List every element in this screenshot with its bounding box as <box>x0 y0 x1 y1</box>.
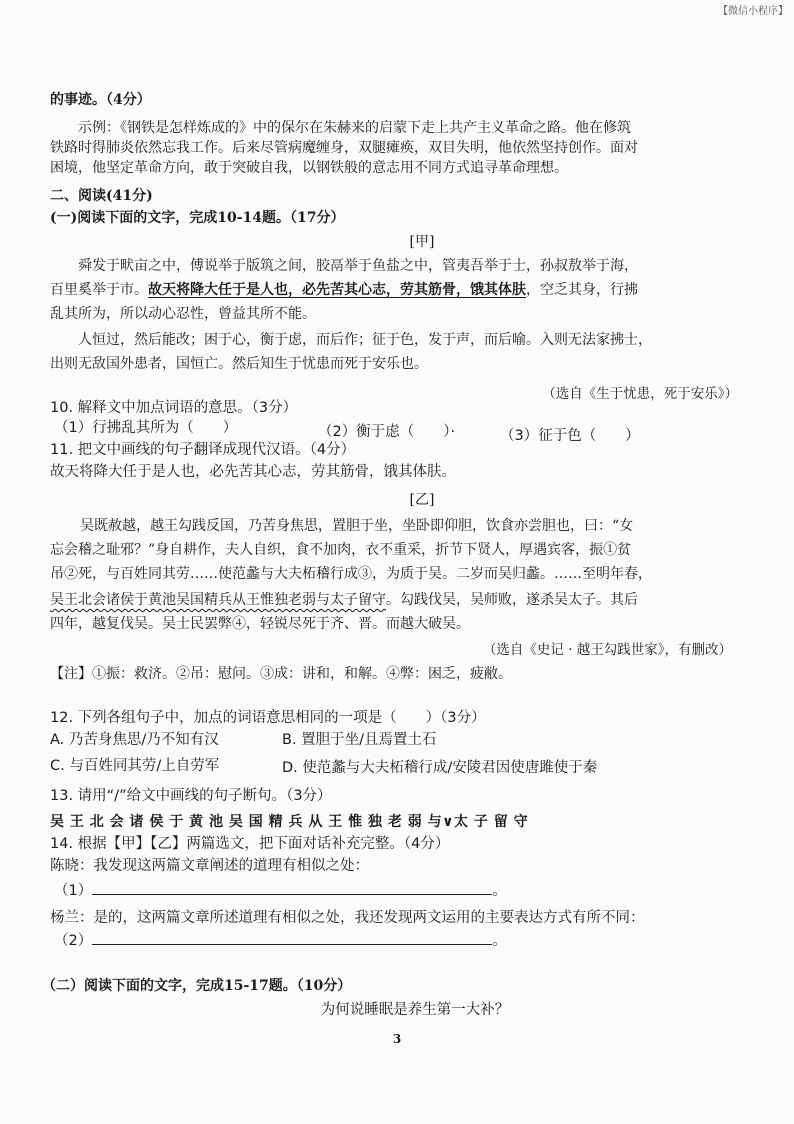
q12-stem: 12. 下列各组句子中，加点的词语意思相同的一项是（ ）（3分） <box>50 710 486 726</box>
q14-stem: 14. 根据【甲】【乙】两篇选文，把下面对话补充完整。（4分） <box>50 836 450 852</box>
part2-title: （二）阅读下面的文字，完成15-17题。（10分） <box>42 978 352 994</box>
jia-underlined-sentence: 故天将降大任于是人也，必先苦其心志，劳其筋骨，饿其体肤 <box>148 282 526 298</box>
yi-source: （选自《史记 · 越王勾践世家》，有删改） <box>482 642 732 658</box>
q12-option-c: C. 与百姓同其劳/上自劳军 <box>50 758 220 774</box>
yi-label: [乙] <box>409 492 435 508</box>
answer-blank-2[interactable] <box>92 930 492 945</box>
q13-sentence: 吴 王 北 会 诸 侯 于 黄 池 吴 国 精 兵 从 王 惟 独 老 弱 与∨太 子 留 守 <box>50 814 529 830</box>
q13-stem: 13. 请用“/”给文中画线的句子断句。（3分） <box>50 788 332 804</box>
example-line-3: 困境，他坚定革命方向，敢于突破自我，以钢铁般的意志用不同方式追寻革命理想。 <box>50 160 568 176</box>
jia-line-5: 出则无敌国外患者，国恒亡。然后知生于忧患而死于安乐也。 <box>50 356 428 372</box>
q10-item-1: （1）行拂乱其所为（ ） <box>54 420 238 436</box>
q12-option-a: A. 乃苦身焦思/乃不知有汉 <box>50 732 219 748</box>
section-title: 二、阅读(41分) <box>50 188 153 204</box>
part1-title: (一)阅读下面的文字，完成10-14题。（17分） <box>50 210 345 226</box>
yi-line-1: 吴既赦越，越王勾践反国，乃苦身焦思，置胆于坐，坐卧即仰胆，饮食亦尝胆也，曰：“女 <box>80 518 634 534</box>
article-title: 为何说睡眠是养生第一大补？ <box>320 1002 510 1018</box>
jia-line-2: 百里奚举于市。故天将降大任于是人也，必先苦其心志，劳其筋骨，饿其体肤，空乏其身，行拂 <box>50 282 638 298</box>
yi-line-4: 吴王北会诸侯于黄池吴国精兵从王惟独老弱与太子留守。勾践伐吴，吴师败，遂杀吴太子。其后 <box>50 592 638 608</box>
yi-notes: 【注】①振：救济。②吊：慰问。③成：讲和，和解。④弊：困乏，疲敝。 <box>50 666 512 682</box>
q14-answer-1: （1） 。 <box>54 880 744 901</box>
yi-line-3: 吊②死，与百姓同其劳……使范蠡与大夫柘稽行成③，为质于吴。二岁而吴归蠡。……至明年春， <box>50 566 652 582</box>
q14-yang-line: 杨兰：是的，这两篇文章所述道理有相似之处，我还发现两文运用的主要表达方式有所不同： <box>50 910 645 926</box>
jia-line-3: 乱其所为，所以动心忍性，曾益其所不能。 <box>50 306 316 322</box>
q10-item-2: （2）衡于虑（ ）· <box>318 424 456 440</box>
example-line-2: 铁路时得肺炎依然忘我工作。后来尽管病魔缠身，双腿瘫痪，双目失明，他依然坚持创作。面对 <box>50 140 638 156</box>
answer-blank-1[interactable] <box>92 880 492 895</box>
q11-sentence: 故天将降大任于是人也，必先苦其心志，劳其筋骨，饿其体肤。 <box>50 464 456 480</box>
q12-option-b: B. 置胆于坐/且焉置土石 <box>282 732 437 748</box>
q14-answer-2: （2） 。 <box>54 930 744 951</box>
example-line-1: 示例：《钢铁是怎样炼成的》中的保尔在朱赫来的启蒙下走上共产主义革命之路。他在修筑 <box>78 120 631 136</box>
page-number: 3 <box>392 1032 402 1046</box>
jia-line-4: 人恒过，然后能改；困于心，衡于虑，而后作；征于色，发于声，而后喻。入则无法家拂士， <box>78 332 652 348</box>
yi-line-2: 忘会稽之耻邪？”身自耕作，夫人自织，食不加肉，衣不重采，折节下贤人，厚遇宾客，振①贫 <box>50 542 632 558</box>
yi-underlined-sentence: 吴王北会诸侯于黄池吴国精兵从王惟独老弱与太子留守 <box>50 592 386 608</box>
q14-chen-line: 陈晓：我发现这两篇文章阐述的道理有相似之处： <box>50 858 369 874</box>
q12-option-d: D. 使范蠡与大夫柘稽行成/安陵君因使唐雎使于秦 <box>282 760 598 776</box>
jia-source: （选自《生于忧患，死于安乐》） <box>542 386 738 402</box>
corner-label: 【微信小程序】 <box>718 6 788 17</box>
q10-item-3: （3）征于色（ ） <box>500 428 640 444</box>
yi-line-5: 四年，越复伐吴。吴士民罢弊④，轻锐尽死于齐、晋。而越大破吴。 <box>50 616 470 632</box>
q11-stem: 11. 把文中画线的句子翻译成现代汉语。（4分） <box>50 442 356 458</box>
jia-line-1: 舜发于畎亩之中，傅说举于版筑之间，胶鬲举于鱼盐之中，管夷吾举于士，孙叔敖举于海， <box>78 258 638 274</box>
q10-stem: 10. 解释文中加点词语的意思。（3分） <box>50 400 298 416</box>
jia-label: [甲] <box>409 234 435 250</box>
prev-question-tail: 的事迹。（4分） <box>50 92 151 108</box>
